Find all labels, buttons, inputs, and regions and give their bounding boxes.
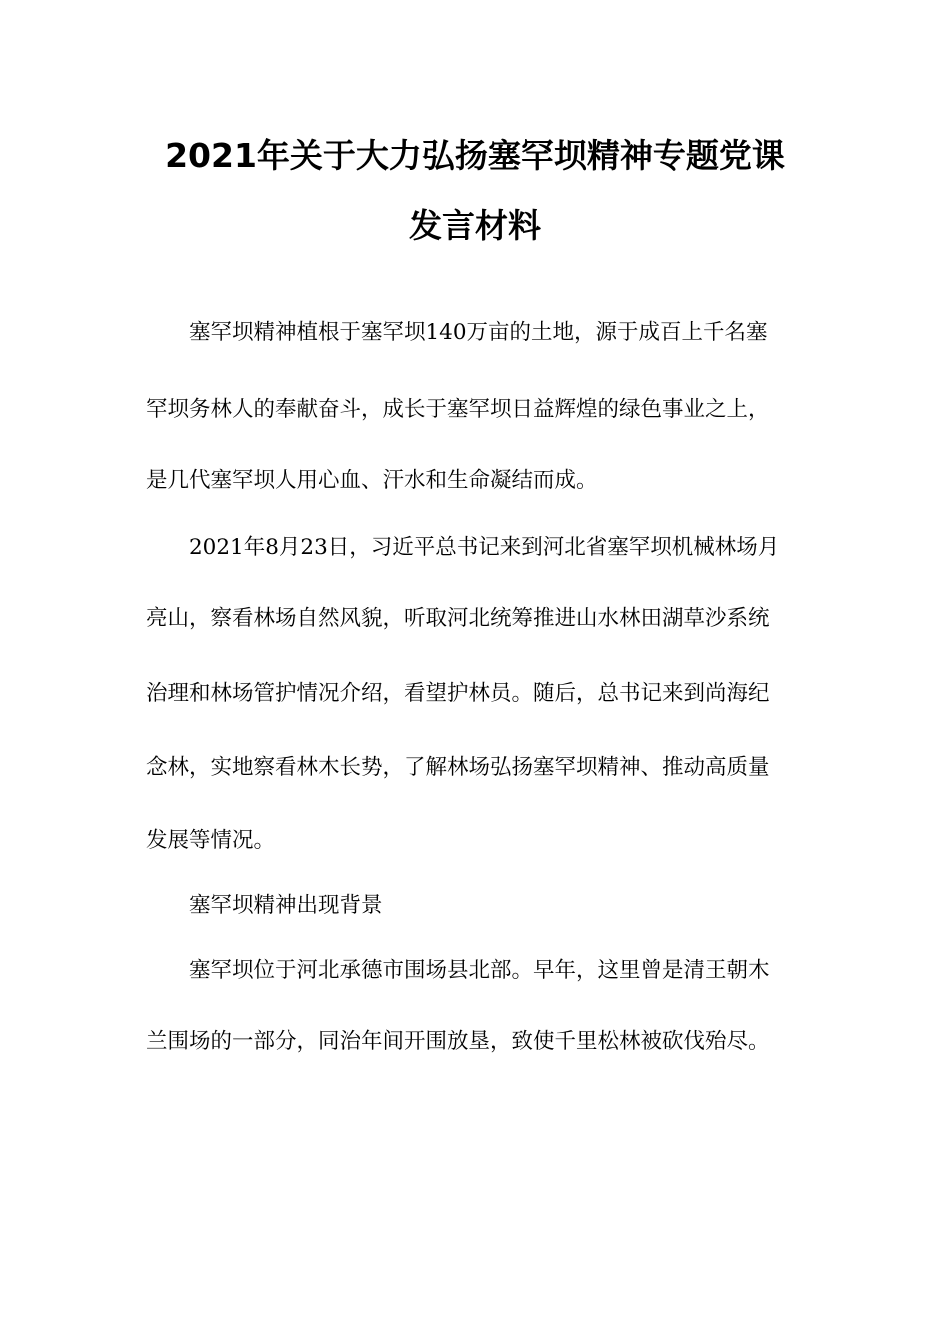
paragraph-1-line-1: 塞罕坝精神植根于塞罕坝140万亩的土地，源于成百上千名塞 bbox=[189, 320, 768, 345]
document-title-line-1: 2021年关于大力弘扬塞罕坝精神专题党课 bbox=[165, 136, 785, 175]
paragraph-3-line-2: 兰围场的一部分，同治年间开围放垦，致使千里松林被砍伐殆尽。 bbox=[146, 1029, 770, 1054]
paragraph-3-line-1: 塞罕坝位于河北承德市围场县北部。早年，这里曾是清王朝木 bbox=[189, 958, 770, 983]
document-title-line-2: 发言材料 bbox=[409, 206, 541, 245]
paragraph-2-line-5: 发展等情况。 bbox=[146, 828, 276, 853]
paragraph-1-line-2: 罕坝务林人的奉献奋斗，成长于塞罕坝日益辉煌的绿色事业之上， bbox=[146, 397, 770, 422]
paragraph-2-line-4: 念林，实地察看林木长势，了解林场弘扬塞罕坝精神、推动高质量 bbox=[146, 755, 770, 780]
paragraph-2-line-3: 治理和林场管护情况介绍，看望护林员。随后，总书记来到尚海纪 bbox=[146, 681, 770, 706]
paragraph-1-line-3: 是几代塞罕坝人用心血、汗水和生命凝结而成。 bbox=[146, 468, 598, 493]
section-heading: 塞罕坝精神出现背景 bbox=[189, 893, 383, 918]
paragraph-2-line-1: 2021年8月23日，习近平总书记来到河北省塞罕坝机械林场月 bbox=[189, 535, 780, 560]
paragraph-2-line-2: 亮山，察看林场自然风貌，听取河北统筹推进山水林田湖草沙系统 bbox=[146, 606, 770, 631]
